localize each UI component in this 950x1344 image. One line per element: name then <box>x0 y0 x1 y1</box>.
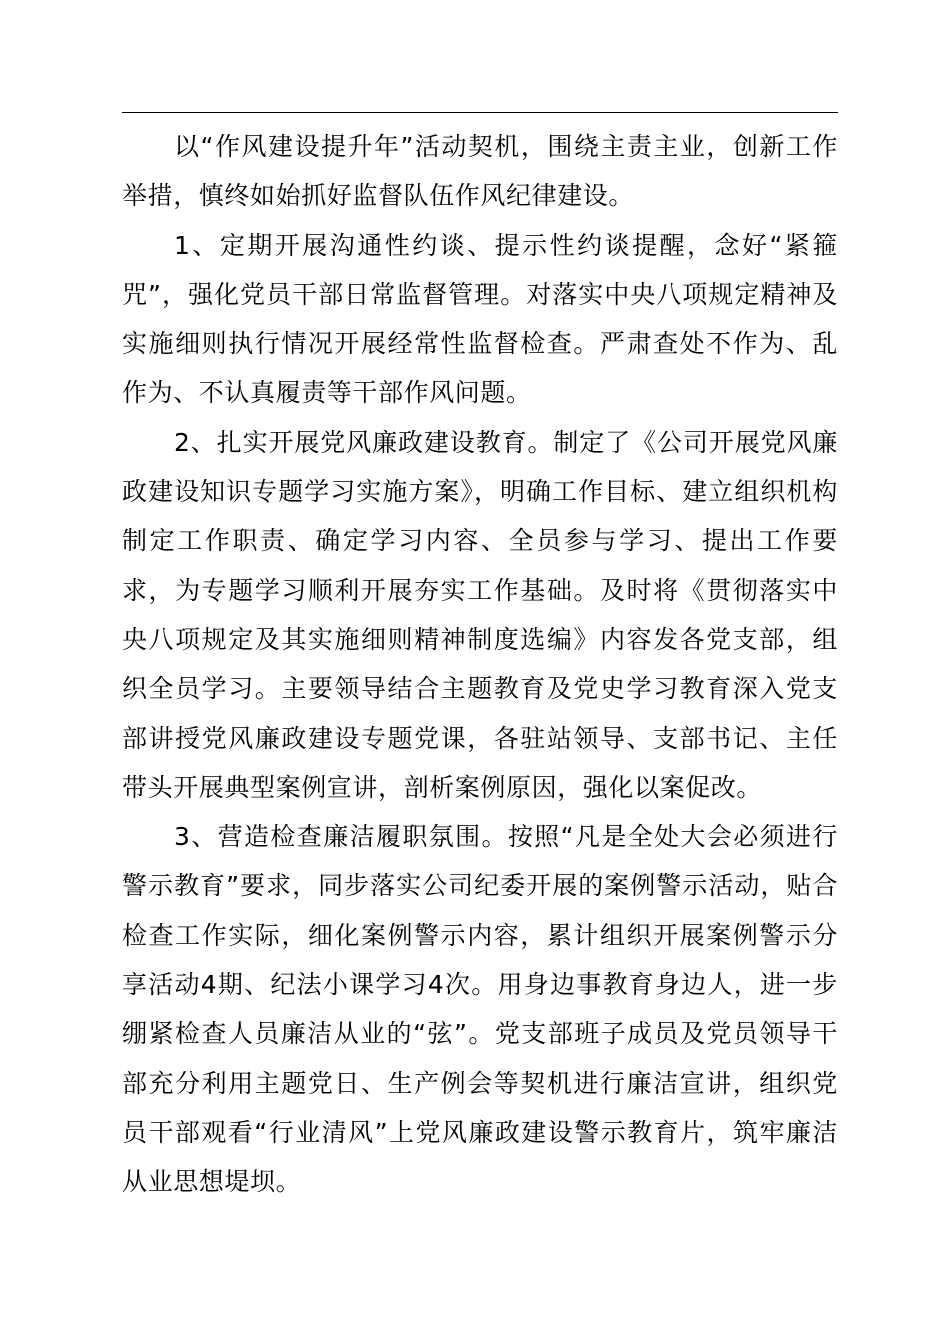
paragraph-item-2: 2、扎实开展党风廉政建设教育。制定了《公司开展党风廉政建设知识专题学习实施方案》，明确工作目标、建立组织机构制定工作职责、确定学习内容、全员参与学习、提出工作要求，为专题学习顺利开展夯实工作基础。及时将《贯彻落实中央八项规定及其实施细则精神制度选编》内容发各党支部，组织全员学习。主要领导结合主题教育及党史学习教育深入党支部讲授党风廉政建设专题党课，各驻站领导、支部书记、主任带头开展典型案例宣讲，剖析案例原因，强化以案促改。 <box>122 427 838 802</box>
paragraph-item-3: 3、营造检查廉洁履职氛围。按照“凡是全处大会必须进行警示教育”要求，同步落实公司纪委开展的案例警示活动，贴合检查工作实际，细化案例警示内容，累计组织开展案例警示分享活动4期、纪法小课学习4次。用身边事教育身边人，进一步绷紧检查人员廉洁从业的“弦”。党支部班子成员及党员领导干部充分利用主题党日、生产例会等契机进行廉洁宣讲，组织党员干部观看“行业清风”上党风廉政建设警示教育片，筑牢廉洁从业思想堤坝。 <box>122 822 838 1197</box>
document-body <box>122 122 838 1207</box>
header-rule <box>122 112 838 113</box>
paragraph-intro: 以“作风建设提升年”活动契机，围绕主责主业，创新工作举措，慎终如始抓好监督队伍作风纪律建设。 <box>122 132 838 211</box>
paragraph-item-1: 1、定期开展沟通性约谈、提示性约谈提醒，念好“紧箍咒”，强化党员干部日常监督管理。对落实中央八项规定精神及实施细则执行情况开展经常性监督检查。严肃查处不作为、乱作为、不认真履责等干部作风问题。 <box>122 230 838 408</box>
